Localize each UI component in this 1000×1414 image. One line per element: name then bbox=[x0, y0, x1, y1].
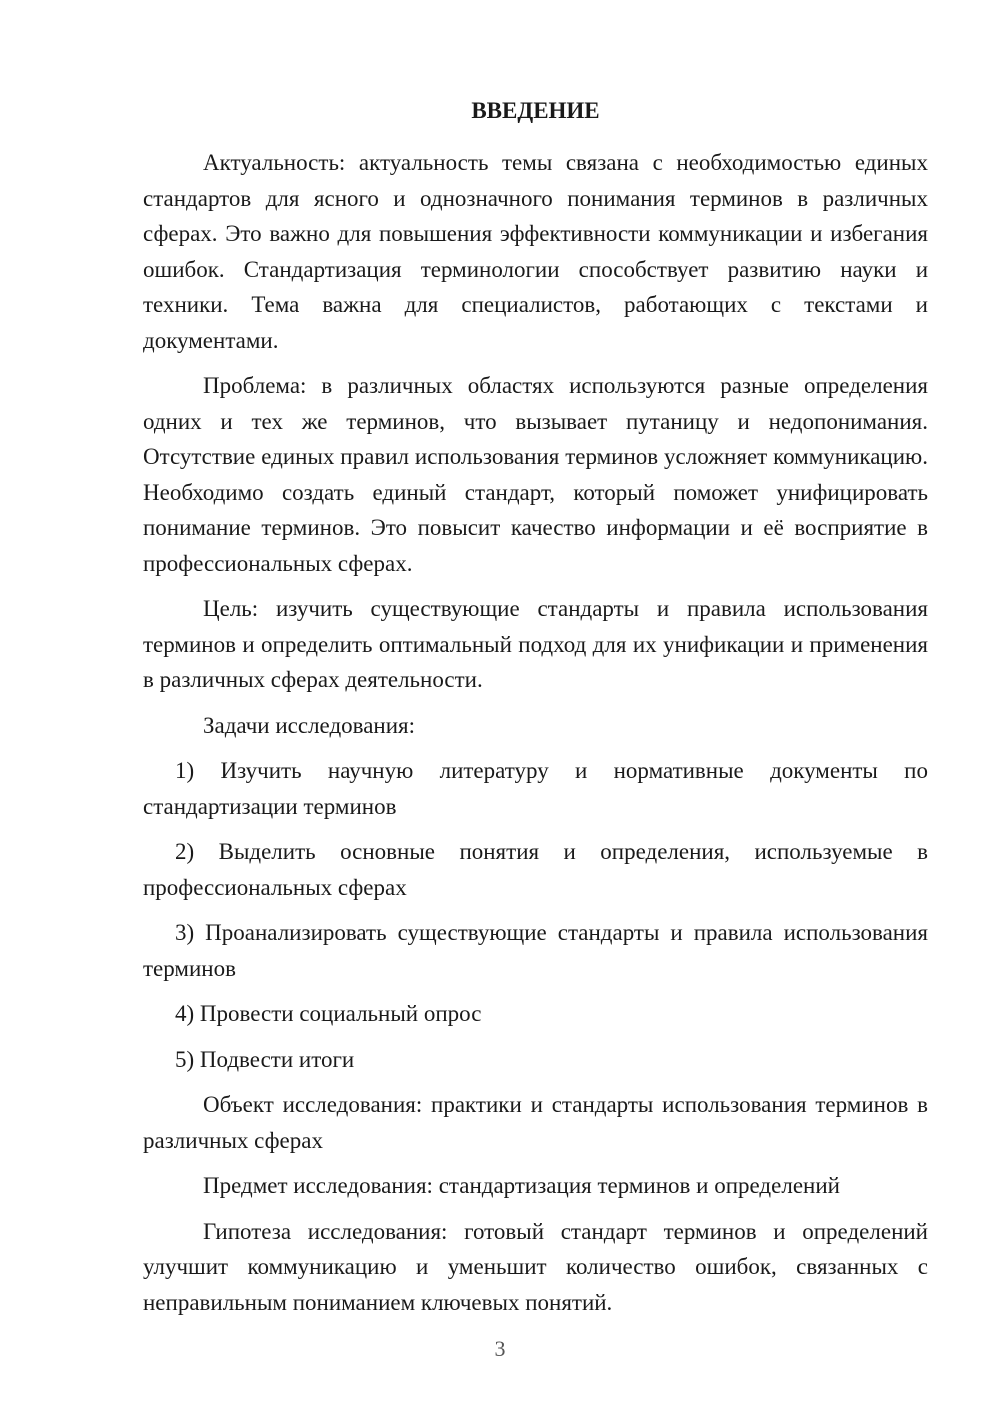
paragraph-relevance: Актуальность: актуальность темы связана с необходимостью единых стандартов для ясного и однозначного понимания терминов в различных сферах. Это важно для повышения эффективности коммуникации и избегания ошибок. Стандартизация терминологии способствует развитию науки и техники. Тема важна для специалистов, работающих с текстами и документами. bbox=[143, 150, 928, 353]
paragraph-object: Объект исследования: практики и стандарты использования терминов в различных сферах bbox=[143, 1092, 928, 1153]
paragraph-tasks-heading: Задачи исследования: bbox=[203, 712, 416, 738]
section-title: ВВЕДЕНИЕ bbox=[471, 98, 600, 123]
task-item-4: 4) Провести социальный опрос bbox=[175, 1001, 482, 1026]
page-content bbox=[143, 95, 928, 1330]
task-item-1: 1) Изучить научную литературу и нормативные документы по стандартизации терминов bbox=[143, 758, 928, 819]
task-item-3: 3) Проанализировать существующие стандарты и правила использования терминов bbox=[143, 920, 928, 981]
task-item-2: 2) Выделить основные понятия и определения, используемые в профессиональных сферах bbox=[143, 839, 928, 900]
paragraph-problem: Проблема: в различных областях используются разные определения одних и тех же терминов, что вызывает путаницу и недопонимания. Отсутствие единых правил использования терминов усложняет коммуникацию. Необходимо создать единый стандарт, который поможет унифицировать понимание терминов. Это повысит качество информации и её восприятие в профессиональных сферах. bbox=[143, 373, 928, 576]
page-number: 3 bbox=[494, 1336, 506, 1361]
task-item-5: 5) Подвести итоги bbox=[175, 1046, 355, 1072]
paragraph-hypothesis: Гипотеза исследования: готовый стандарт терминов и определений улучшит коммуникацию и уменьшит количество ошибок, связанных с неправильным пониманием ключевых понятий. bbox=[143, 1218, 928, 1315]
paragraph-subject: Предмет исследования: стандартизация терминов и определений bbox=[203, 1173, 840, 1198]
paragraph-goal: Цель: изучить существующие стандарты и правила использования терминов и определить оптимальный подход для их унификации и применения в различных сферах деятельности. bbox=[143, 596, 928, 692]
